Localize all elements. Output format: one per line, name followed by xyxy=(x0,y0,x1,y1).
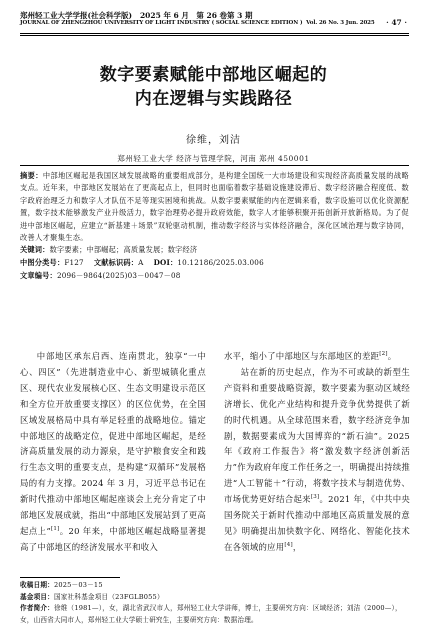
article-title-line-1: 数字要素赋能中部地区崛起的 xyxy=(99,65,328,85)
clc-label: 中图分类号： xyxy=(20,258,65,268)
citation: [2] xyxy=(379,351,388,358)
abstract xyxy=(20,170,409,244)
header-rule xyxy=(20,33,409,34)
article-number: 2096－9864(2025)03－0047－08 xyxy=(56,270,181,280)
citation: [3] xyxy=(310,494,320,501)
citation: [4] xyxy=(284,542,293,549)
doc-code-label: 文献标识码： xyxy=(93,258,139,268)
author-bio-line xyxy=(20,603,409,626)
journal-header-en xyxy=(20,20,375,26)
keywords: 数字要素；中部崛起；高质量发展；数字经济 xyxy=(49,245,198,255)
clc-code: F127 xyxy=(64,258,84,268)
page-number: · 47 · xyxy=(386,18,407,27)
body-column-right xyxy=(224,349,419,556)
doi-label: DOI： xyxy=(153,258,178,268)
article-number-label: 文章编号： xyxy=(20,270,57,280)
keywords-line xyxy=(20,244,409,257)
body-column-left xyxy=(20,349,206,556)
journal-name-en: JOURNAL OF ZHENGZHOU UNIVERSITY OF LIGHT INDUSTRY ( SOCIAL SCIENCE EDITION ) xyxy=(20,20,303,26)
article-authors: 徐维，刘洁 xyxy=(186,135,241,146)
paragraph-text: 。20 年来，中部地区崛起战略显著提高了中部地区的经济发展水平和收入 xyxy=(20,525,206,552)
citation: [1] xyxy=(50,526,60,533)
received-date: 2025－03－15 xyxy=(53,581,103,589)
article-number-line xyxy=(20,270,409,283)
received-label: 收稿日期： xyxy=(20,581,54,589)
author-bio: 徐维（1981—），女，湖北省武汉市人，郑州轻工业大学讲师，博士，主要研究方向：区域经济；刘洁（2000—），女，山西省大同市人，郑州轻工业大学硕士研究生，主要研究方向：数据治理。 xyxy=(20,604,402,625)
classification-line xyxy=(20,257,409,270)
fund-project: 国家社科基金项目（23FGLB055） xyxy=(53,592,164,601)
abstract-text: 中部地区崛起是我国区域发展战略的重要组成部分，是构建全国统一大市场建设和实现经济高质量发展的战略支点。近年来，中部地区发展站在了更高起点上，但同时也面临着数字基础设施建设滞后、数字经济融合程度低、数字政府治理乏力和数字人才队伍不足等现实困境和挑战。从数字要素赋能的内在逻辑来看，数字设施可以优化资源配置，数字技术能够激发产业升级活力，数字治理势必提升政府效能，数字人才能够积聚开拓创新开放新格局。为了促进中部地区崛起，应建立“新基建＋场景”双轮驱动机制，推动数字经济与实体经济融合，深化区域治理与数字协同，改善人才聚集生态。 xyxy=(20,171,409,243)
abstract-section xyxy=(20,165,409,341)
doi: 10.12186/2025.03.006 xyxy=(177,258,264,268)
paragraph-text: 。 xyxy=(387,351,397,361)
keywords-label: 关键词： xyxy=(20,245,50,255)
paragraph-text: 站在新的历史起点，作为不可或缺的新型生产资料和重要战略资源，数字要素为驱动区域经济增长、优化产业结构和提升竞争优势提供了新的时代机遇。从全球范围来看，数字经济竞争加剧，数据要素成为大国博弈的“新石油”。2025 年《政府工作报告》将“激发数字经济创新活力”作为政府年度工作任务之一，明确提出持续推进“人工智能＋”行动，将数字技术与制造优势、市场优势更好结合起来 xyxy=(224,366,410,505)
fund-label: 基金项目： xyxy=(20,592,54,601)
body-paragraph xyxy=(20,349,206,556)
article-title-line-2: 内在逻辑与实践路径 xyxy=(134,89,293,109)
footnote-rule xyxy=(20,577,120,578)
paragraph-text: 中部地区承东启西、连南贯北，独享“一中心、四区”（先进制造业中心、新型城镇化重点区、现代农业发展核心区、生态文明建设示范区和全方位开放重要支撑区）的区位优势，在全国区域发展格局中具有举足轻重的战略地位。锚定中部地区的战略定位，促进中部地区崛起，是经济高质量发展的动力源泉，是守护粮食安全和践行生态文明的重要支点，是构建“双循环”发展格局的有力支撑。2024 年 3 月，习近平总书记在新时代推动中部地区崛起座谈会上充分肯定了中部地区发展成就，指出“中部地区发展站到了更高起点上” xyxy=(20,351,206,536)
paragraph-text: 。2021 年，《中共中央 国务院关于新时代推动中部地区高质量发展的意见》明确提出加快数字化、网络化、智能化技术在各领域的应用 xyxy=(224,494,419,552)
body-paragraph xyxy=(224,365,419,556)
paragraph-text: 水平，缩小了中部地区与东部地区的差距 xyxy=(224,351,380,361)
fund-line xyxy=(20,592,409,604)
body-paragraph xyxy=(224,349,410,365)
abstract-label: 摘要： xyxy=(20,171,43,180)
journal-issue-cn: 2025 年 6 月 第 26 卷第 3 期 xyxy=(139,11,253,20)
journal-issue-en: Vol. 26 No. 3 Jun. 2025 xyxy=(306,20,375,26)
author-bio-label: 作者简介： xyxy=(20,604,54,613)
received-date-line xyxy=(20,580,409,592)
journal-name-cn: 郑州轻工业大学学报(社会科学版) xyxy=(20,11,133,20)
header-rule-thin xyxy=(20,35,409,36)
doc-code: A xyxy=(138,258,144,268)
article-affiliation: 郑州轻工业大学 经济与管理学院，河南 郑州 450001 xyxy=(117,154,310,163)
paragraph-text: ， xyxy=(292,541,302,552)
footnotes xyxy=(20,580,409,627)
